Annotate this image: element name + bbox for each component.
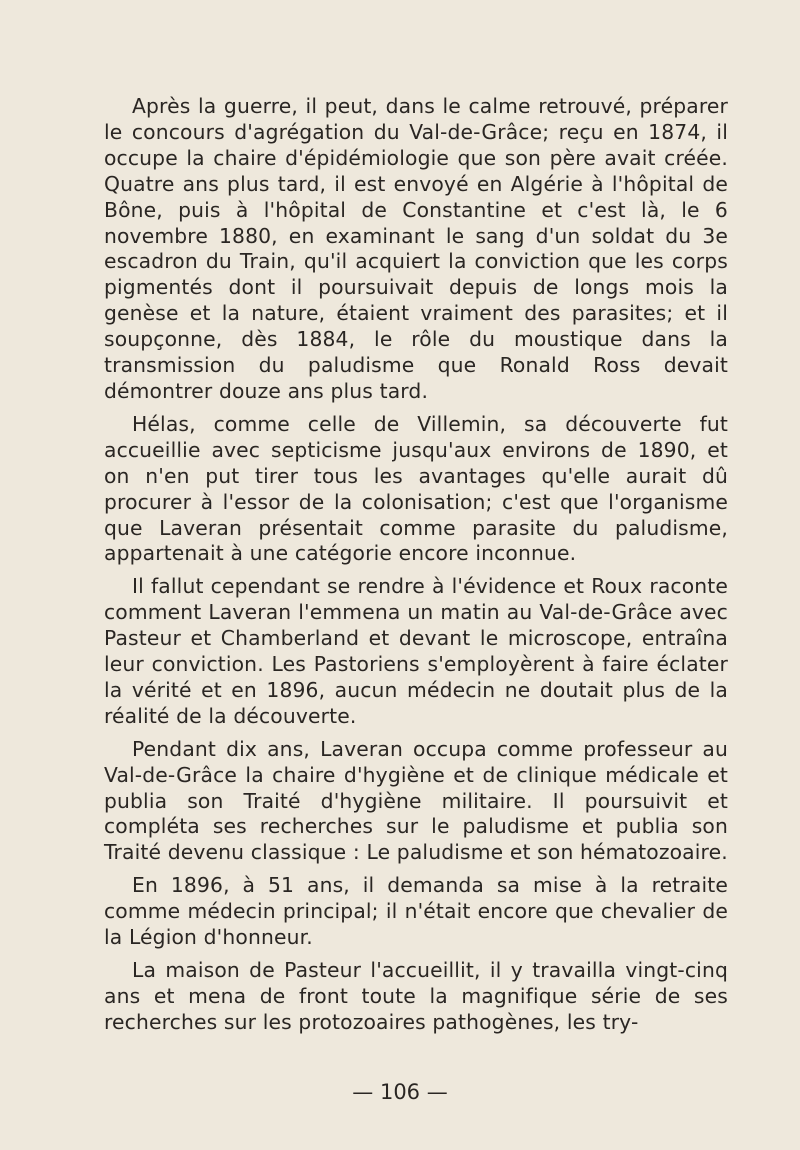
paragraph-6: La maison de Pasteur l'accueillit, il y travailla vingt-cinq ans et mena de front toute la magnifique série de ses recherches sur les protozoaires pathogènes, les try- — [104, 958, 728, 1034]
paragraph-5: En 1896, à 51 ans, il demanda sa mise à la retraite comme médecin principal; il n'était encore que chevalier de la Légion d'honneur. — [104, 873, 728, 950]
paragraph-4: Pendant dix ans, Laveran occupa comme professeur au Val-de-Grâce la chaire d'hygiène et de clinique médicale et publia son Traité d'hygiène militaire. Il poursuivit et compléta ses recherches sur le paludisme et publia son Traité devenu classique : Le paludisme et son hématozoaire. — [104, 736, 728, 865]
page-number: — 106 — — [352, 1080, 448, 1104]
paragraph-3: Il fallut cependant se rendre à l'évidence et Roux raconte comment Laveran l'emmena un matin au Val-de-Grâce avec Pasteur et Chamberland et devant le microscope, entraîna leur conviction. Les Pastoriens s'employèrent à faire éclater la vérité et en 1896, aucun médecin ne doutait plus de la réalité de la découverte. — [104, 574, 728, 728]
body-text — [104, 94, 728, 1036]
paragraph-2: Hélas, comme celle de Villemin, sa découverte fut accueillie avec septicisme jusqu'aux environs de 1890, et on n'en put tirer tous les avantages qu'elle aurait dû procurer à l'essor de la colonisation; c'est que l'organisme que Laveran présentait comme parasite du paludisme, appartenait à une catégorie encore inconnue. — [104, 411, 728, 566]
paragraph-1: Après la guerre, il peut, dans le calme retrouvé, préparer le concours d'agrégation du Val-de-Grâce; reçu en 1874, il occupe la chaire d'épidémiologie que son père avait créée. Quatre ans plus tard, il est envoyé en Algérie à l'hôpital de Bône, puis à l'hôpital de Constantine et c'est là, le 6 novembre 1880, en examinant le sang d'un soldat du 3e escadron du Train, qu'il acquiert la conviction que les corps pigmentés dont il poursuivait depuis de longs mois la genèse et la nature, étaient vraiment des parasites; et il soupçonne, dès 1884, le rôle du moustique dans la transmission du paludisme que Ronald Ross devait démontrer douze ans plus tard. — [104, 94, 728, 403]
